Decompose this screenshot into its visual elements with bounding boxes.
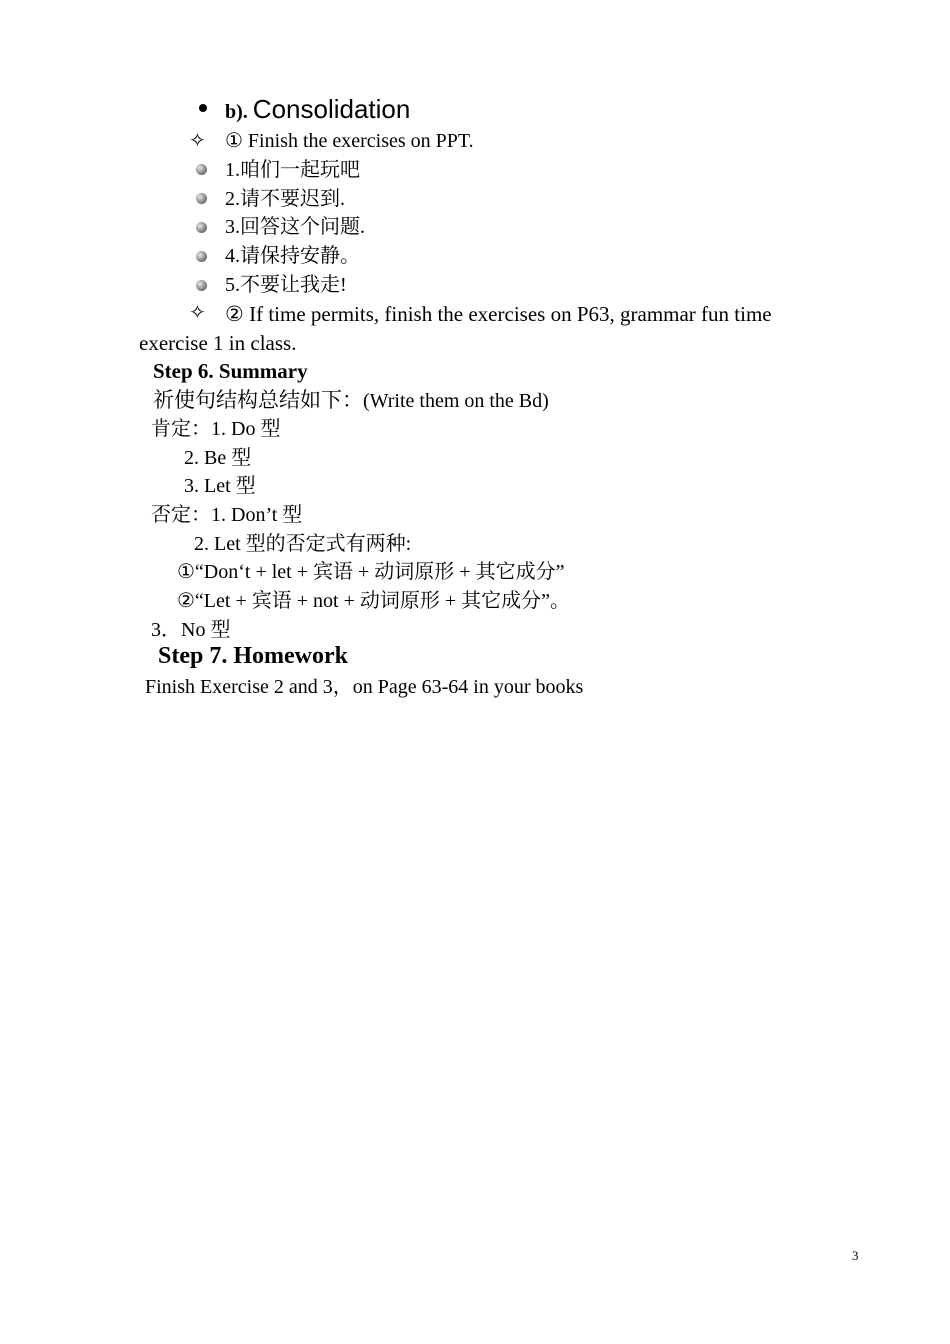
section-title: Consolidation [252,94,411,124]
section-heading [225,96,410,125]
bullet-icon [199,104,207,112]
homework-text: Finish Exercise 2 and 3，on Page 63-64 in your books [145,676,584,698]
page-number: 3 [852,1248,859,1263]
exercise-item: 2.请不要迟到. [225,188,345,210]
no-type-item: 3．No 型 [151,619,231,641]
exercise-item: 1.咱们一起玩吧 [225,159,360,181]
step-7-heading [158,643,348,670]
step-7-heading-text: Step 7. Homework [158,643,348,669]
affirmative-item: 3. Let 型 [184,475,256,497]
negative-label: 否定： [151,504,211,526]
ball-bullet-icon [196,193,207,204]
affirmative-line [151,416,280,442]
ball-bullet-icon [196,222,207,233]
negative-item: 2. Let 型的否定式有两种: [194,533,412,555]
exercise-item: 4.请保持安静。 [225,245,360,267]
ball-bullet-icon [196,280,207,291]
section-label: b). [225,101,248,123]
exercise-item: 3.回答这个问题. [225,216,365,238]
negative-form-2: ②“Let + 宾语 + not + 动词原形 + 其它成分”。 [177,590,571,612]
summary-intro-en: (Write them on the Bd) [363,390,549,412]
task-2-line-2: exercise 1 in class. [139,331,297,355]
task-2-line-1: ② If time permits, finish the exercises on P63, grammar fun time [225,302,772,326]
exercise-item: 5.不要让我走! [225,274,347,296]
diamond-star-icon: ✧ [189,130,206,152]
affirmative-label: 肯定： [151,418,211,440]
diamond-star-icon: ✧ [189,302,206,324]
step-6-heading: Step 6. Summary [153,359,308,383]
negative-form-1: ①“Don‘t + let + 宾语 + 动词原形 + 其它成分” [177,561,565,583]
affirmative-item: 2. Be 型 [184,447,252,469]
negative-item: 1. Don’t 型 [211,504,303,526]
task-1: ① Finish the exercises on PPT. [225,130,474,152]
summary-intro-cn: 祈使句结构总结如下： [153,388,363,412]
ball-bullet-icon [196,251,207,262]
negative-line [151,502,302,528]
affirmative-item: 1. Do 型 [211,418,281,440]
summary-intro [153,387,549,414]
ball-bullet-icon [196,164,207,175]
